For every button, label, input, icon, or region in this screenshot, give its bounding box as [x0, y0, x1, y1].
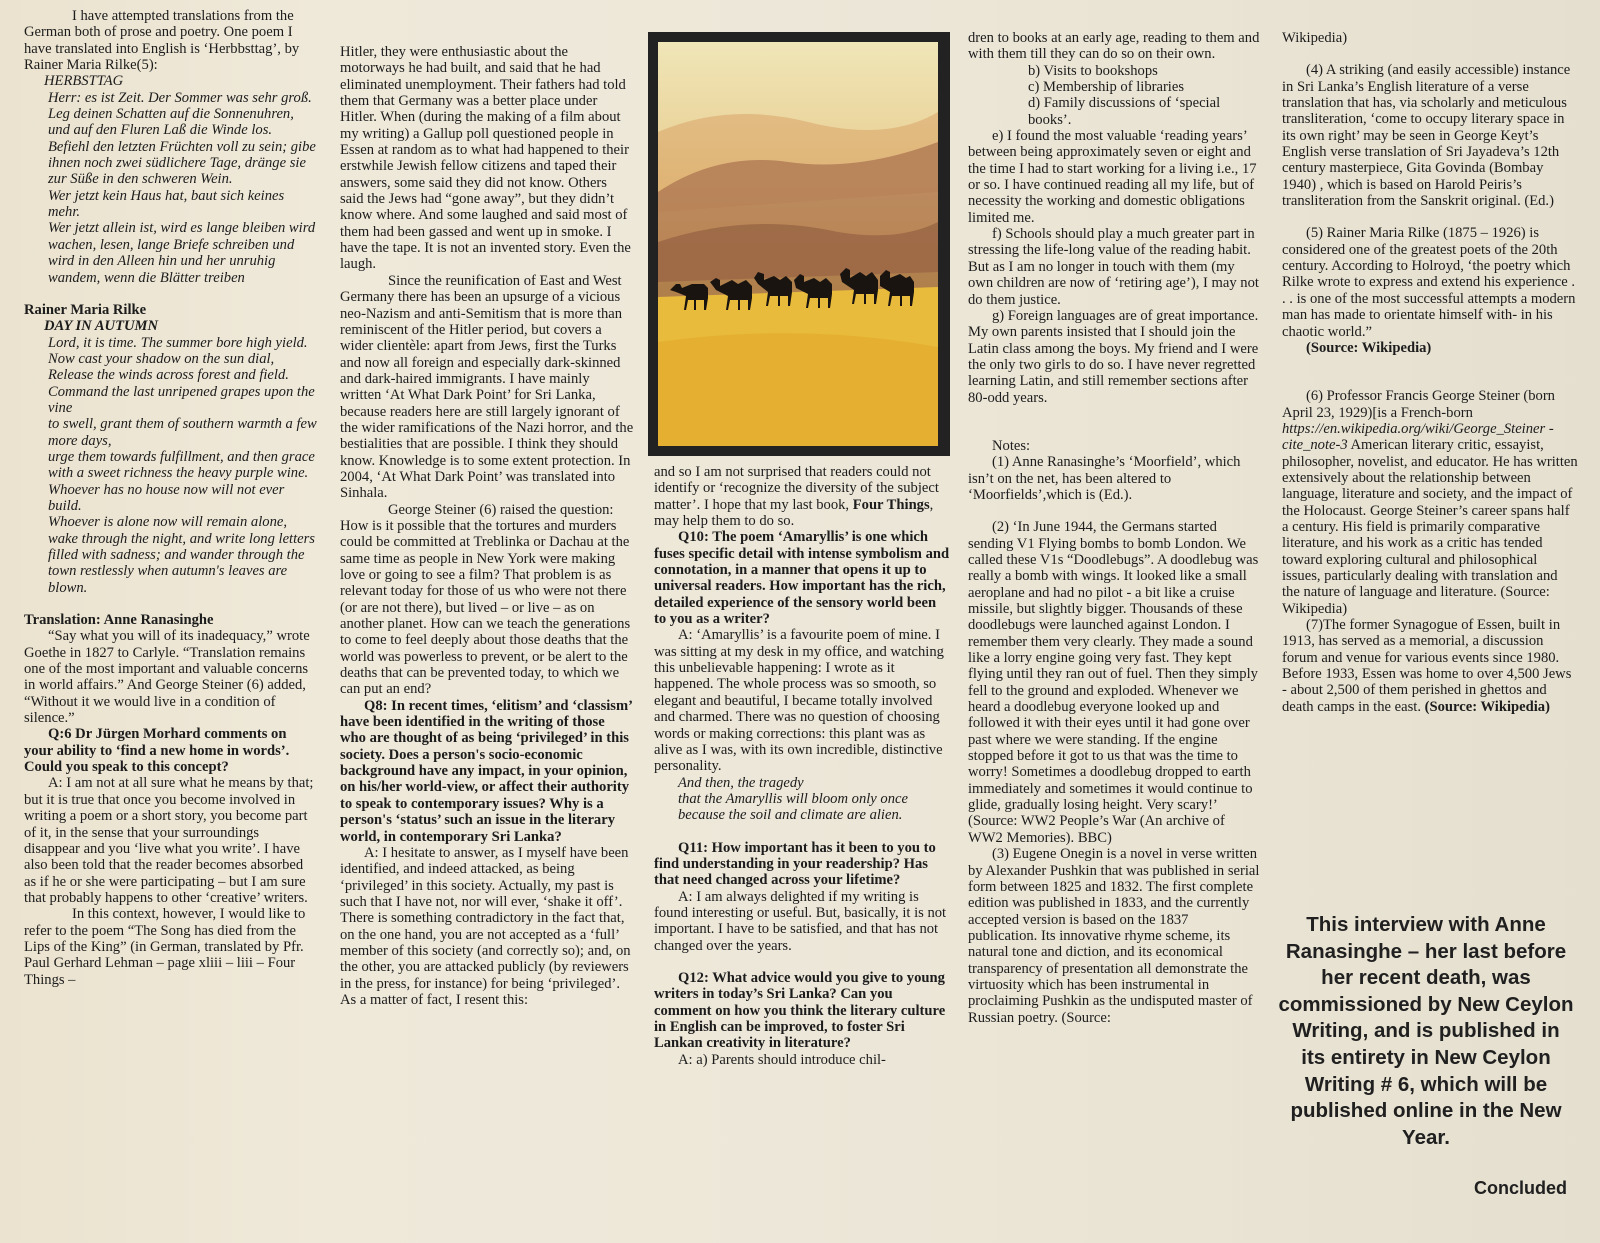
question: Q12: What advice would you give to young writers in today’s Sri Lanka? Can you comment on how you think the literary culture in English can be improved, to foster Sri Lankan creativity in literature? [654, 969, 946, 1052]
answer: A: ‘Amaryllis’ is a favourite poem of mine. I was sitting at my desk in my office, and watching this unbelievable happening: I wrote as it happened. The whole process was so smooth, so elegant and beautiful, I became totally involved and charmed. There was no question of choosing words or making corrections: this plant was as alive as I was, with its own incredible, distinctive personality. [654, 627, 944, 775]
poem-stanza: Wer jetzt kein Haus hat, baut sich keines mehr. [48, 187, 285, 221]
book-title: Four Things [852, 496, 930, 513]
column-5 [1282, 30, 1578, 856]
answer: A: a) Parents should introduce chil- [678, 1051, 886, 1068]
poem-author: Rainer Maria Rilke [24, 301, 147, 318]
poem-german [24, 73, 318, 285]
quote-line: because the soil and climate are alien. [678, 807, 903, 824]
poem-line: to swell, grant them of southern warmth a few more days, [48, 416, 317, 449]
poem-line: Whoever is alone now will remain alone, wake through the night, and write long letters filled with sadness; and wander through the town restlessly when autumn's leaves are blown. [48, 514, 315, 596]
poem-line: Now cast your shadow on the sun dial, [48, 350, 275, 367]
wiki-link[interactable]: https://en.wikipedia.org/wiki/George_Steiner - cite_note-3 [1282, 420, 1554, 454]
paragraph [654, 464, 950, 529]
poem-stanza: Befiehl den letzten Früchten voll zu sein; gibe ihnen noch zwei südlichere Tage, dränge sie zur Süße in den schweren Wein. [48, 138, 316, 188]
poem-line: urge them towards fulfillment, and then grace with a sweet richness the heavy purple wine. [48, 448, 315, 482]
footnote-source: (Source: Wikipedia) [1306, 339, 1432, 356]
list-item: f) Schools should play a much greater part in stressing the life-long value of the reading habit. But as I am no longer in touch with them (my own children are now of ‘retiring age’), I may not do them justice. [968, 226, 1259, 308]
answer: A: I am not at all sure what he means by that; but it is true that once you become involved in writing a poem or a short story, you become part of it, in the sense that your surroundings disappear and you ‘live what you write’. I have also been told that the reader becomes absorbed as if he or she were participating – but I am sure that probably happens to other ‘creative’ writers. [24, 775, 314, 906]
poem-line: Lord, it is time. The summer bore high yield. [48, 334, 308, 351]
quote-line: that the Amaryllis will bloom only once [678, 790, 908, 807]
column-1 [24, 8, 318, 1236]
paragraph: Hitler, they were enthusiastic about the motorways he had built, and said that he had eliminated unemployment. Their fathers had told them that Germany was a better place under Hitler. When (during the making of a film about my writing) a Gallup poll questioned people in Essen at random as to what had happened to their erstwhile Jewish fellow citizens and taped their answers, some said they did not know. Others said the Jews had “gone away”, but they didn’t know where. And some laughed and said most of them had been gassed and went up in smoke. I have the tape. It is not an invented story. Even the laugh. [340, 44, 631, 273]
publication-note: This interview with Anne Ranasinghe – her last before her recent death, was commissioned by New Ceylon Writing, and is published in its entirety in New Ceylon Writing # 6, which will be published online in the New Year. [1278, 913, 1574, 1149]
camel-caravan-painting [648, 32, 950, 456]
poem-stanza: Wer jetzt allein ist, wird es lange bleiben wird wachen, lesen, lange Briefe schreiben und wird in den Alleen hin und her unruhig wandem, wenn die Blätter treiben [48, 220, 316, 286]
text: and so I am not surprised that readers could not identify or ‘recognize the diversity of the subject matter’. I hope that my last book, [654, 464, 939, 513]
footnote: (3) Eugene Onegin is a novel in verse written by Alexander Pushkin that was published in serial form between 1825 and 1832. The first complete edition was published in 1833, and the currently accepted version is based on the 1837 publication. Its innovative rhyme scheme, its natural tone and diction, and its economical transparency of presentation all demonstrate the virtuosity which has been instrumental in proclaiming Pushkin as the undisputed master of Russian poetry. (Source: [968, 846, 1260, 1026]
list-item: e) I found the most valuable ‘reading years’ between being approximately seven or eight and the time I had to start working for a living i.e., 17 or so. I have continued reading all my life, but of necessity the working and domestic obligations limited me. [968, 128, 1257, 226]
list-item: b) Visits to bookshops [1028, 62, 1158, 79]
poem-line: Whoever has no house now will not ever build. [48, 481, 285, 514]
painting-image [658, 42, 938, 446]
footnote: (2) ‘In June 1944, the Germans started sending V1 Flying bombs to bomb London. We called these V1s “Doodlebugs”. A doodlebug was really a bomb with wings. It looked like a small aeroplane and had no pilot - a bit like a cruise missile, but slightly bigger. Thousands of these doodlebugs were launched against London. I remember them very clearly. They made a sound like a lorry engine going very fast. They kept flying until they ran out of fuel. Then they simply fell to the ground and exploded. Whenever we heard a doodlebug everyone looked up and followed it with their eyes until it had gone over past where we were standing. If the engine stopped before it got to us that was the time to worry! Sometimes a doodlebug dropped to earth immediately and sometimes it would continue to glide, gradually losing height. Very scary!’ (Source: WW2 People’s War (An archive of WW2 Memories). BBC) [968, 519, 1259, 846]
footnote: (1) Anne Ranasinghe’s ‘Moorfield’, which isn’t on the net, has been altered to ‘Moorfields’,which is (Ed.). [968, 454, 1241, 503]
poem-title: DAY IN AUTUMN [44, 318, 159, 335]
notes-heading: Notes: [992, 437, 1031, 454]
translation-credit: Translation: Anne Ranasinghe [24, 612, 214, 629]
footnote: (4) A striking (and easily accessible) instance in Sri Lanka’s English literature of a verse translation that has, via scholarly and meticulous transliteration, ‘come to occupy literary space in its own right’ may be seen in George Keyt’s English verse translation of Sri Jayadeva’s 12th century masterpiece, Gita Govinda (Bombay 1940) , which is based on Harold Peiris’s transliteration from the Sanskrit original. (Ed.) [1282, 62, 1571, 210]
text: (7)The former Synagogue of Essen, built in 1913, has served as a memorial, a discussion forum and venue for various events since 1980. Before 1933, Essen was home to over 4,500 Jews - about 2,500 of them perished in ghettos and death camps in the east. [1282, 617, 1572, 715]
answer: A: I hesitate to answer, as I myself have been identified, and indeed attacked, as being ‘privileged’ in this society. Actually, my past is such that I have not, nor will ever, ‘shake it off’. There is something contradictory in the fact that, on the one hand, you are not accepted as a ‘full’ member of this society (and correctly so); and, on the other, you are attacked publicly (by reviewers in the press, for instance) for being ‘privileged’. As a matter of fact, I resent this: [340, 844, 631, 1008]
quote-line: And then, the tragedy [678, 774, 804, 791]
footnote-source: (Source: Wikipedia) [1424, 698, 1550, 715]
poem-stanza: Herr: es ist Zeit. Der Sommer was sehr groß. Leg deinen Schatten auf die Sonnenuhren, und auf den Fluren Laß die Winde los. [48, 89, 312, 139]
paragraph: I have attempted translations from the German both of prose and poetry. One poem I have translated into English is ‘Herbbsttag’, by Rainer Maria Rilke(5): [24, 8, 300, 74]
question: Q10: The poem ‘Amaryllis’ is one which fuses specific detail with intense symbolism and connotation, in a manner that opens it up to universal readers. How important has the rich, detailed experience of the sensory world been to you as a writer? [654, 529, 950, 628]
text: (6) Professor Francis George Steiner (born April 23, 1929)[is a French-born [1282, 388, 1555, 421]
paragraph: “Say what you will of its inadequacy,” wrote Goethe in 1827 to Carlyle. “Translation remains one of the most important and valuable concerns in world affairs.” And George Steiner (6) added, “Without it we would live in a condition of silence.” [24, 628, 310, 727]
answer: A: I am always delighted if my writing is found interesting or useful. But, basically, it is not important. I have to be satisfied, and that has not changed over the years. [654, 888, 947, 954]
question: Q11: How important has it been to you to find understanding in your readership? Has that need changed across your lifetime? [654, 839, 936, 889]
column-3 [654, 464, 950, 1236]
text: , may help them to do so. [654, 496, 934, 530]
poem-line: Release the winds across forest and field. [48, 367, 289, 384]
poem-title: HERBSTTAG [44, 73, 124, 90]
column-2 [340, 44, 634, 1236]
footnote [1282, 388, 1578, 617]
list-item: d) Family discussions of ‘special books’. [1028, 95, 1221, 128]
paragraph: George Steiner (6) raised the question: How is it possible that the tortures and murders could be committed at Treblinka or Dachau at the same time as people in New York were making love or going to see a film? That problem is as relevant today for those of us who were not there (or are not there), but lived – or live – as on another planet. How can we teach the generations to come to feel deeply about those deaths that the world was powerless to prevent, or be alert to the deaths that can be prevented today, to which we can put an end? [340, 501, 631, 698]
footnote: (5) Rainer Maria Rilke (1875 – 1926) is considered one of the greatest poets of the 20th century. According to Holroyd, ‘the poetry which Rilke wrote to express and extend his experience . . . is one of the most successful attempts a modern man has made to orientate himself with- in his chaotic world.” [1282, 225, 1576, 340]
paragraph: In this context, however, I would like to refer to the poem “The Song has died from the Lips of the King” (in German, translated by Pfr. Paul Gerhard Lehman – page xliii – liii – Four Things – [24, 906, 306, 988]
text: American literary critic, essayist, philosopher, novelist, and educator. He has written extensively about the relationship between language, literature and society, and the impact of the Holocaust. George Steiner’s career spans half a century. His field is primarily comparative literature, and his work as a critic has tended toward exploring cultural and philosophical issues, particularly dealing with translation and the nature of language and literature. (Source: Wikipedia) [1282, 437, 1578, 617]
question: Q:6 Dr Jürgen Morhard comments on your ability to ‘find a new home in words’. Could you speak to this concept? [24, 726, 290, 776]
concluded-label: Concluded [1474, 1178, 1567, 1198]
paragraph: dren to books at an early age, reading to them and with them till they can do so on their own. [968, 30, 1260, 63]
list-item: g) Foreign languages are of great importance. My own parents insisted that I should join the Latin class among the boys. My friend and I were the only two girls to do so. I have never regretted learning Latin, and still remember sections after 80-odd years. [968, 307, 1259, 406]
column-4 [968, 30, 1260, 1236]
poem-english [24, 318, 318, 596]
footnote [1282, 617, 1578, 715]
poem-line: Command the last unripened grapes upon the vine [48, 383, 315, 416]
question: Q8: In recent times, ‘elitism’ and ‘classism’ have been identified in the writing of those who are thought of as being ‘privileged’ in this society. Does a person's socio-economic background have any impact, in your opinion, on his/her world-view, or affect their authority to speak to contemporary issues? Why is a person's ‘status’ such an issue in the literary world, in contemporary Sri Lanka? [340, 697, 632, 845]
footnote-source: Wikipedia) [1282, 30, 1348, 46]
paragraph: Since the reunification of East and West Germany there has been an upsurge of a vicious neo-Nazism and anti-Semitism that is more than reminiscent of the Hitler period, but covers a wider clientèle: apart from Jews, first the Turks and now all foreign and especially dark-skinned and dark-haired immigrants. I have mainly written ‘At What Dark Point’ for Sri Lanka, because readers here are still largely ignorant of the wider ramifications of the Nazi horror, and the bestialities that are possible. I think they should know. Knowledge is to some extent protection. In 2004, ‘At What Dark Point’ was translated into Sinhala. [340, 272, 634, 502]
list-item: c) Membership of libraries [1028, 79, 1185, 96]
